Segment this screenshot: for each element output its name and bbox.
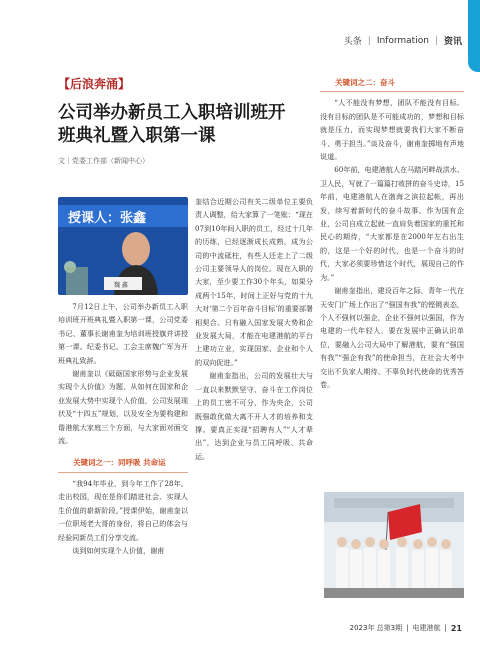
header-info: Information [376, 35, 429, 46]
col3-paragraph-1: “人不能没有梦想，团队不能没有目标。没有目标的团队是不可能成功的，梦想和目标就是压力，而实现梦想就要我们大家不断奋斗、勇于担当。”谈及奋斗，谢甫奎掷地有声地说道。 [320, 98, 464, 162]
section-tag: 【后浪奔涌】 [58, 77, 131, 91]
photo-lecturer [58, 197, 188, 295]
photo-flag-ceremony [324, 492, 464, 598]
column-1 [58, 300, 188, 557]
column-3 [320, 76, 464, 391]
col3-paragraph-2: 60年前，电建港航人在马踏河畔战洪水、卫人民，写就了一篇篇打败拼的奋斗史诗，15年前，电建港航人在渤海之滨拉起帐，再出发，续写着新时代的奋斗故事。作为国有企业，公司自成立起就一直肩负着国家的重托和民心的期待，“大家都是在2000年左右出生的，这是一个好的时代，也是一个奋斗的时代，大家必须要珍惜这个时代，展现自己的作为。” [320, 165, 464, 282]
col3-paragraph-3: 谢甫奎指出，建设百年之际，青年一代在天安门广场上作出了“强国有我”的铿锵表态，个人不强何以强企，企业不强何以强国，作为电建的一代年轻人，要在发展中正确认识单位，要融入公司大局中了解港航，要有“强国有我”“强企有我”的使命担当，在社会大考中交出不负家人期待、不辜负时代使命的优秀答卷。 [320, 286, 464, 389]
photo-banner-text: 授课人：张鑫 [68, 211, 147, 226]
nameplate-text: 魏 鑫 [114, 282, 128, 289]
article-title: 公司举办新员工入职培训班开班典礼暨入职第一课 [58, 103, 286, 146]
page-footer: 2023年 总第3期 | 电建港航 | 21 [349, 623, 462, 633]
footer-issue: 2023年 总第3期 [349, 624, 403, 632]
page-header: 头条 | Information | 资讯 [343, 35, 462, 47]
footer-magazine: 电建港航 [412, 624, 441, 632]
page-number: 21 [450, 623, 462, 633]
col1-paragraph-2: 谢甫奎以《砥砺国家形势与企业发展 实现个人价值》为题，从如何在国家和企业发展大势中实现个人价值，公司发展现状及“十四五”规划，以及安全为要构建和谐港航大家庭三个方面，与大家面对面交流。 [58, 369, 188, 446]
column-2 [195, 195, 313, 463]
col1-paragraph-4: 谈到如何实现个人价值，谢甫 [72, 545, 165, 555]
keyword-heading-1: 关键词之一：同呼吸 共命运 [73, 458, 166, 468]
col2-paragraph-2: 谢甫奎指出，公司的发展壮大与一直以来默默坚守、奋斗在工作岗位上的员工密不可分，作为央企，公司既强敢优做大离不开人才的培养和支撑。要真正实现“招聘有人”“人才辈出”，达到企业与员工同呼吸、共命运。 [195, 371, 313, 461]
col2-paragraph-1: 奎结合近期公司有关二级单位主要负责人调整，给大家算了一笔账：“现在07到10年间入职的员工，经过十几年的历练，已经逐渐成长成熟，成为公司的中流砥柱，有些人还走上了二级公司主要领导人的岗位。现在入职的大家，至少要工作30个年头，如果分成两个15年，时间上正好与党的十九大对‘第二个百年奋斗目标’的重要部署相契合。只有融入国家发展大势和企业发展大局，才能在电建港航的平台上建功立业，实现国家、企业和个人的双向促进。” [195, 197, 314, 367]
header-section: 头条 [343, 37, 362, 47]
col1-paragraph-3: “我94年毕业，到今年工作了28年。走出校园，现在是你们踏进社会、实现人生价值的崭新阶段。”授课伊始，谢甫奎以一位职场老大哥的身份，将自己的体会与经验同新员工们分享交流。 [58, 478, 188, 542]
header-accent-bar [468, 0, 480, 72]
col1-paragraph-1: 7月12日上午，公司举办新员工入职培训班开班典礼暨入职第一课，公司党委书记、董事长谢甫奎为培训班授旗并讲授第一课。纪委书记、工会主席魏广军为开班典礼致辞。 [58, 302, 188, 365]
keyword-heading-2: 关键词之二：奋斗 [335, 78, 395, 87]
byline: 文｜党委工作部（新闻中心） [58, 157, 149, 165]
header-news: 资讯 [443, 37, 462, 47]
